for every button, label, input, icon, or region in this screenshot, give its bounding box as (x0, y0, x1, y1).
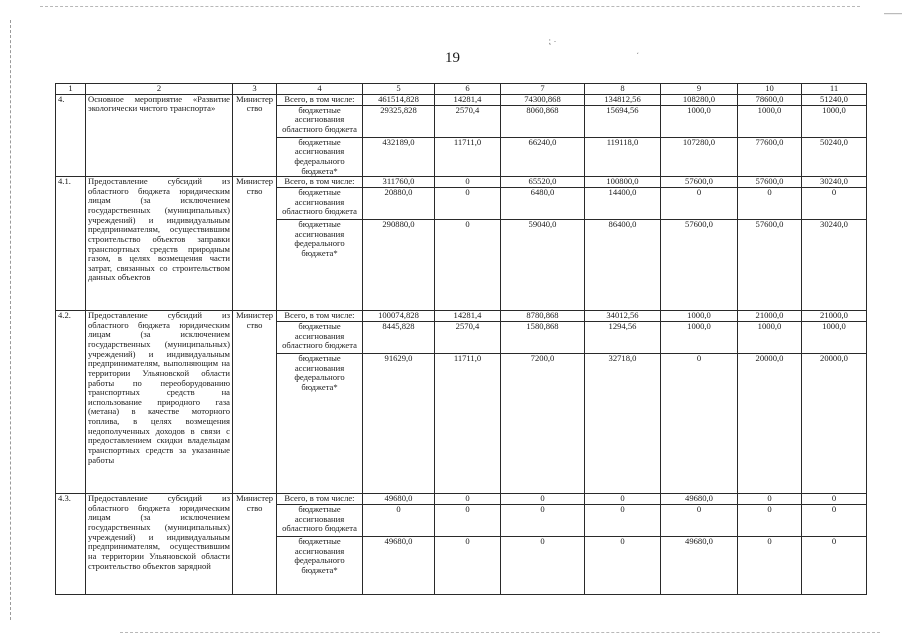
amount-cell: 78600,0 (738, 94, 802, 105)
amount-cell: 0 (738, 505, 802, 537)
amount-cell: 0 (661, 505, 738, 537)
amount-cell: 57600,0 (661, 220, 738, 311)
funding-source-cell: бюджетные ассигнования областного бюджета (277, 322, 363, 354)
activity-description-cell: Предоставление субсидий из областного бюджета юридическим лицам (за исключением государственных (муниципальных) учреждений) и индивидуальным предпринимателям, осуществившим на территории Ульяновской области строительство объектов зарядной (86, 494, 233, 595)
amount-cell: 1000,0 (802, 322, 867, 354)
amount-cell: 0 (802, 537, 867, 595)
amount-cell: 77600,0 (738, 137, 802, 177)
amount-cell: 1580,868 (501, 322, 585, 354)
amount-cell: 1000,0 (661, 311, 738, 322)
amount-cell: 0 (802, 505, 867, 537)
funding-source-cell: Всего, в том числе: (277, 177, 363, 188)
funding-source-cell: бюджетные ассигнования федерального бюджета* (277, 537, 363, 595)
funding-source-cell: бюджетные ассигнования федерального бюджета* (277, 137, 363, 177)
scan-speck-mark: ⁏ · (548, 36, 557, 46)
column-number-cell: 1 (56, 84, 86, 95)
column-number-cell: 11 (802, 84, 867, 95)
bottom-edge-scan-line (120, 632, 880, 633)
amount-cell: 2570,4 (435, 322, 501, 354)
amount-cell: 2570,4 (435, 105, 501, 137)
amount-cell: 1000,0 (802, 105, 867, 137)
page-number: 19 (445, 50, 460, 66)
amount-cell: 311760,0 (363, 177, 435, 188)
budget-table (55, 83, 867, 595)
table-row (56, 94, 867, 105)
amount-cell: 74300,868 (501, 94, 585, 105)
amount-cell: 8060,868 (501, 105, 585, 137)
funding-source-cell: Всего, в том числе: (277, 94, 363, 105)
amount-cell: 49680,0 (363, 537, 435, 595)
amount-cell: 57600,0 (661, 177, 738, 188)
amount-cell: 100074,828 (363, 311, 435, 322)
amount-cell: 0 (435, 177, 501, 188)
funding-source-cell: бюджетные ассигнования областного бюджета (277, 105, 363, 137)
amount-cell: 14281,4 (435, 311, 501, 322)
row-number-cell: 4. (56, 94, 86, 177)
column-number-cell: 4 (277, 84, 363, 95)
amount-cell: 32718,0 (585, 354, 661, 494)
executor-cell: Министерство (233, 177, 277, 311)
amount-cell: 66240,0 (501, 137, 585, 177)
amount-cell: 1000,0 (738, 105, 802, 137)
left-margin-fold-line (10, 20, 11, 620)
amount-cell: 119118,0 (585, 137, 661, 177)
funding-source-cell: бюджетные ассигнования федерального бюджета* (277, 354, 363, 494)
amount-cell: 107280,0 (661, 137, 738, 177)
column-number-cell: 6 (435, 84, 501, 95)
amount-cell: 0 (738, 188, 802, 220)
column-number-cell: 8 (585, 84, 661, 95)
amount-cell: 20880,0 (363, 188, 435, 220)
column-number-cell: 3 (233, 84, 277, 95)
amount-cell: 0 (802, 188, 867, 220)
amount-cell: 0 (585, 505, 661, 537)
executor-cell: Министерство (233, 494, 277, 595)
amount-cell: 21000,0 (802, 311, 867, 322)
amount-cell: 0 (435, 188, 501, 220)
column-number-cell: 10 (738, 84, 802, 95)
amount-cell: 20000,0 (802, 354, 867, 494)
amount-cell: 0 (661, 188, 738, 220)
funding-source-cell: бюджетные ассигнования областного бюджета (277, 188, 363, 220)
scan-speck-mark: —— (884, 8, 902, 18)
amount-cell: 51240,0 (802, 94, 867, 105)
row-number-cell: 4.3. (56, 494, 86, 595)
amount-cell: 11711,0 (435, 354, 501, 494)
amount-cell: 30240,0 (802, 177, 867, 188)
amount-cell: 49680,0 (661, 494, 738, 505)
amount-cell: 21000,0 (738, 311, 802, 322)
amount-cell: 15694,56 (585, 105, 661, 137)
amount-cell: 0 (501, 537, 585, 595)
amount-cell: 50240,0 (802, 137, 867, 177)
column-number-cell: 2 (86, 84, 233, 95)
amount-cell: 100800,0 (585, 177, 661, 188)
amount-cell: 134812,56 (585, 94, 661, 105)
table-row (56, 177, 867, 188)
amount-cell: 1000,0 (661, 322, 738, 354)
table-row (56, 494, 867, 505)
amount-cell: 0 (585, 537, 661, 595)
amount-cell: 14400,0 (585, 188, 661, 220)
row-number-cell: 4.2. (56, 311, 86, 494)
amount-cell: 0 (738, 494, 802, 505)
amount-cell: 0 (435, 494, 501, 505)
amount-cell: 1294,56 (585, 322, 661, 354)
amount-cell: 1000,0 (738, 322, 802, 354)
amount-cell: 14281,4 (435, 94, 501, 105)
amount-cell: 49680,0 (661, 537, 738, 595)
amount-cell: 8780,868 (501, 311, 585, 322)
amount-cell: 57600,0 (738, 177, 802, 188)
amount-cell: 432189,0 (363, 137, 435, 177)
funding-source-cell: бюджетные ассигнования областного бюджета (277, 505, 363, 537)
funding-source-cell: Всего, в том числе: (277, 494, 363, 505)
amount-cell: 11711,0 (435, 137, 501, 177)
amount-cell: 57600,0 (738, 220, 802, 311)
amount-cell: 0 (435, 537, 501, 595)
scan-speck-mark: ˏ (636, 44, 639, 54)
amount-cell: 461514,828 (363, 94, 435, 105)
amount-cell: 0 (435, 220, 501, 311)
amount-cell: 0 (661, 354, 738, 494)
amount-cell: 29325,828 (363, 105, 435, 137)
amount-cell: 6480,0 (501, 188, 585, 220)
amount-cell: 86400,0 (585, 220, 661, 311)
amount-cell: 34012,56 (585, 311, 661, 322)
column-number-cell: 7 (501, 84, 585, 95)
funding-source-cell: Всего, в том числе: (277, 311, 363, 322)
funding-source-cell: бюджетные ассигнования федерального бюджета* (277, 220, 363, 311)
amount-cell: 0 (501, 494, 585, 505)
amount-cell: 0 (738, 537, 802, 595)
row-number-cell: 4.1. (56, 177, 86, 311)
column-number-row (56, 84, 867, 95)
amount-cell: 20000,0 (738, 354, 802, 494)
amount-cell: 108280,0 (661, 94, 738, 105)
amount-cell: 0 (802, 494, 867, 505)
amount-cell: 1000,0 (661, 105, 738, 137)
amount-cell: 0 (435, 505, 501, 537)
column-number-cell: 5 (363, 84, 435, 95)
activity-description-cell: Предоставление субсидий из областного бюджета юридическим лицам (за исключением государственных (муниципальных) учреждений) и индивидуальным предпринимателям, осуществившим строительство объектов заправки транспортных средств природным газом, в целях возмещения части затрат, связанных со строительством данных объектов (86, 177, 233, 311)
amount-cell: 0 (501, 505, 585, 537)
executor-cell: Министерство (233, 94, 277, 177)
amount-cell: 59040,0 (501, 220, 585, 311)
amount-cell: 0 (363, 505, 435, 537)
amount-cell: 91629,0 (363, 354, 435, 494)
amount-cell: 49680,0 (363, 494, 435, 505)
amount-cell: 30240,0 (802, 220, 867, 311)
amount-cell: 8445,828 (363, 322, 435, 354)
executor-cell: Министерство (233, 311, 277, 494)
column-number-cell: 9 (661, 84, 738, 95)
top-edge-scan-line (40, 6, 860, 7)
amount-cell: 0 (585, 494, 661, 505)
amount-cell: 290880,0 (363, 220, 435, 311)
activity-description-cell: Предоставление субсидий из областного бюджета юридическим лицам (за исключением государственных (муниципальных) учреждений) и индивидуальным предпринимателям, выполняющим на территории Ульяновской области работы по переоборудованию транспортных средств на использование природного газа (метана) в качестве моторного топлива, в целях возмещения недополученных доходов в связи с предоставлением скидки владельцам транспортных средств за указанные работы (86, 311, 233, 494)
table-row (56, 311, 867, 322)
activity-description-cell: Основное мероприятие «Развитие экологически чистого транспорта» (86, 94, 233, 177)
amount-cell: 7200,0 (501, 354, 585, 494)
amount-cell: 65520,0 (501, 177, 585, 188)
